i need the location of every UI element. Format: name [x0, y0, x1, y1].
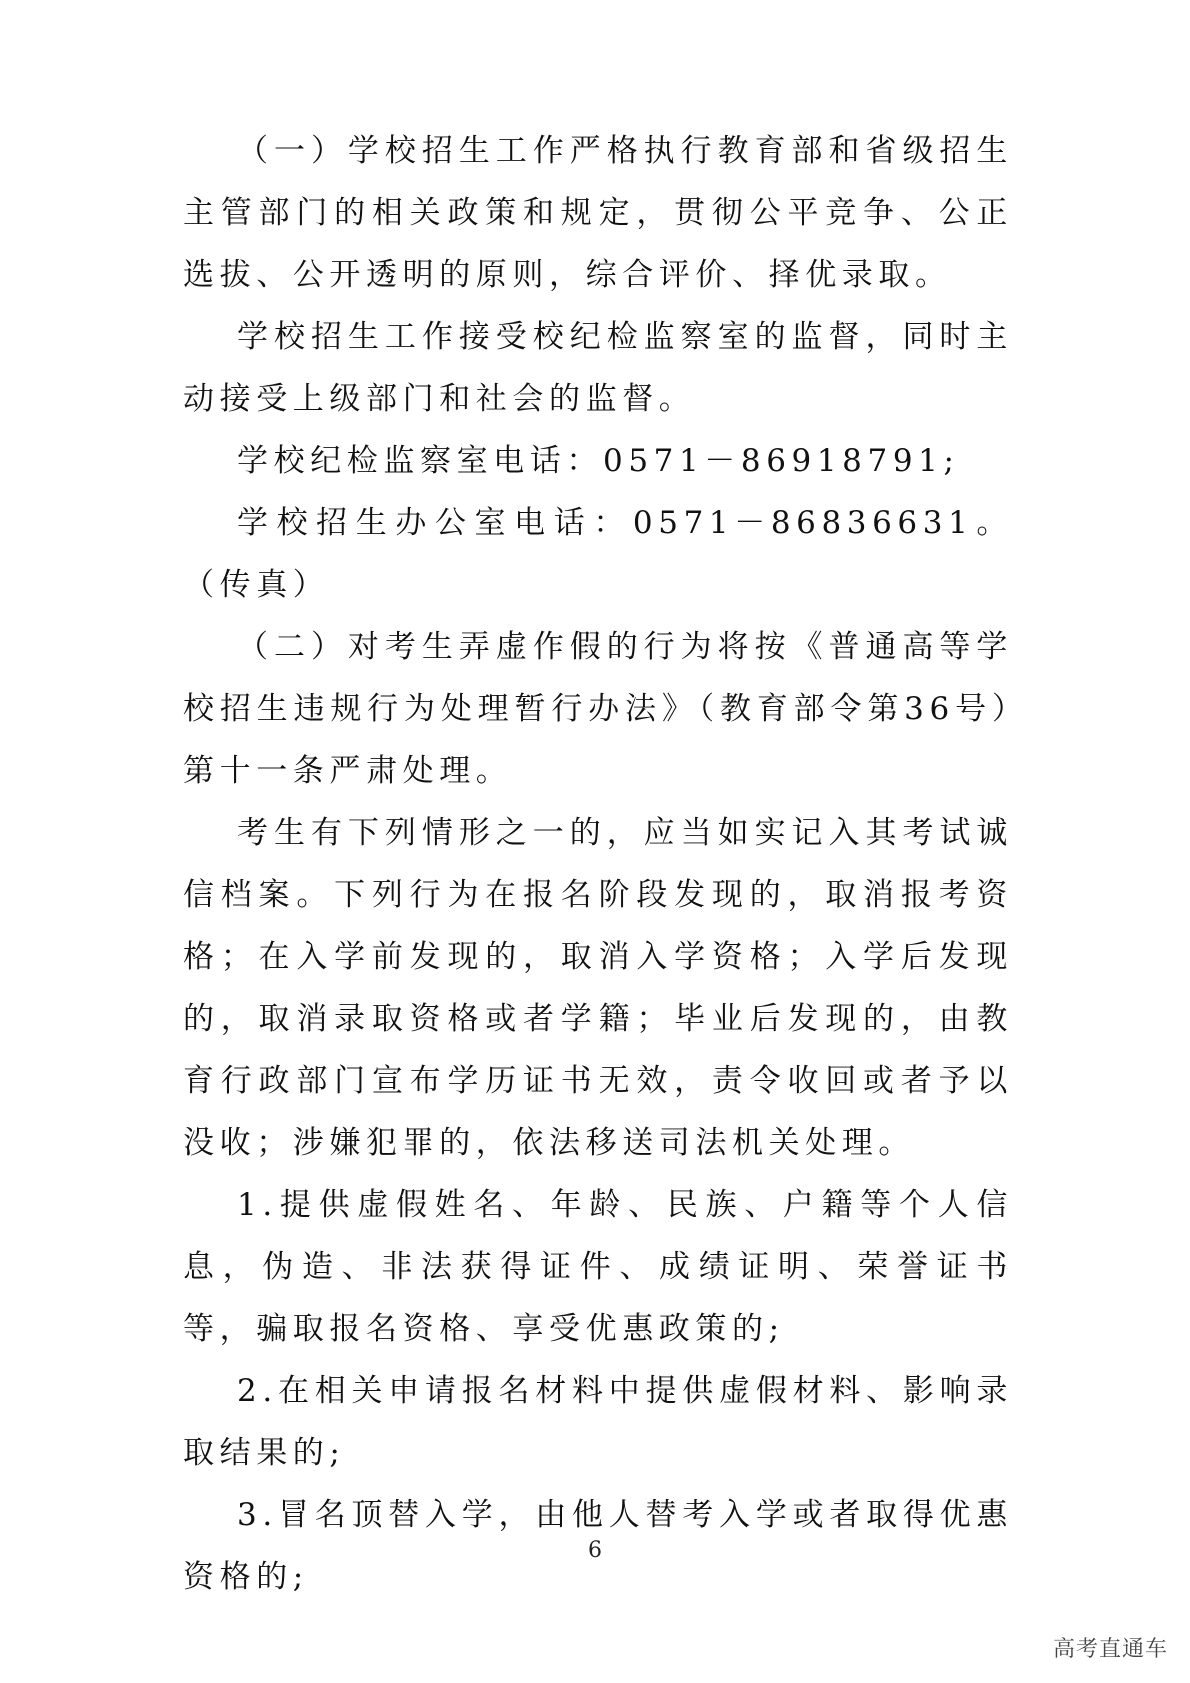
watermark: 高考直通车: [1052, 1637, 1168, 1662]
document-body: [183, 120, 1013, 1608]
list-item-3: 3.冒名顶替入学，由他人替考入学或者取得优惠资格的;: [183, 1497, 1013, 1595]
paragraph-discipline-phone: 学校纪检监察室电话：0571－86918791;: [237, 443, 960, 479]
page-number: 6: [588, 1538, 602, 1563]
paragraph-admissions-phone: 学校招生办公室电话：0571－86836631。（传真）: [183, 505, 1013, 603]
paragraph-fraud-handling: （二）对考生弄虚作假的行为将按《普通高等学校招生违规行为处理暂行办法》（教育部令第36号）第十一条严肃处理。: [183, 629, 1013, 789]
list-item-2: 2.在相关申请报名材料中提供虚假材料、影响录取结果的;: [183, 1373, 1013, 1471]
paragraph-supervision: 学校招生工作接受校纪检监察室的监督，同时主动接受上级部门和社会的监督。: [183, 319, 1013, 417]
list-item-1: 1.提供虚假姓名、年龄、民族、户籍等个人信息，伪造、非法获得证件、成绩证明、荣誉证书等，骗取报名资格、享受优惠政策的;: [183, 1187, 1013, 1347]
paragraph-integrity-record: 考生有下列情形之一的，应当如实记入其考试诚信档案。下列行为在报名阶段发现的，取消报考资格；在入学前发现的，取消入学资格；入学后发现的，取消录取资格或者学籍；毕业后发现的，由教育行政部门宣布学历证书无效，责令收回或者予以没收；涉嫌犯罪的，依法移送司法机关处理。: [183, 815, 1013, 1161]
paragraph-principles: （一）学校招生工作严格执行教育部和省级招生主管部门的相关政策和规定，贯彻公平竞争、公正选拔、公开透明的原则，综合评价、择优录取。: [183, 133, 1013, 293]
